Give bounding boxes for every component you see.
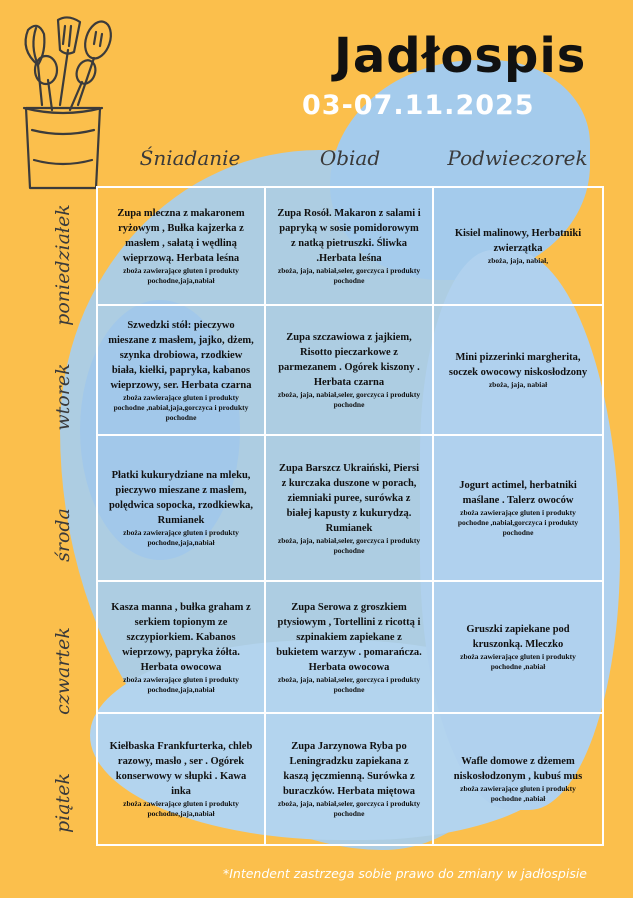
dish-text: Zupa Jarzynowa Ryba po Leningradzku zapiekana z kaszą jęczmienną. Surówka z buraczków. Herbata miętowa [282,741,416,797]
column-header-snack: Podwieczorek [447,146,588,170]
allergens-text: zboża, jaja, nabiał,seler, gorczyca i produkty pochodne [277,799,421,818]
dish-text: Kiełbaska Frankfurterka, chleb razowy, masło , ser . Ogórek konserwowy w słupki . Kawa inka [109,741,253,797]
allergens-text: zboża zawierające gluten i produkty pochodne,jaja,nabiał [123,799,239,818]
page-title: Jadłospis [334,28,587,84]
utensils-jar-icon [8,10,118,195]
date-range: 03-07.11.2025 [302,90,535,121]
day-label-wednesday: środa [52,508,74,562]
menu-cell [266,582,434,714]
menu-cell [266,714,434,846]
allergens-text: zboża, jaja, nabiał,seler, gorczyca i produkty pochodne [277,266,421,285]
menu-cell [98,306,266,436]
menu-cell [266,306,434,436]
dish-text: Mini pizzerinki margherita, soczek owocowy niskosłodzony [448,352,588,378]
menu-cell [98,188,266,306]
allergens-text: zboża, jaja, nabiał,seler, gorczyca i produkty pochodne [277,674,421,694]
menu-cell [434,582,604,714]
footer-note: *Intendent zastrzega sobie prawo do zmiany w jadłospisie [222,866,587,881]
menu-cell [98,714,266,846]
dish-text: Zupa Rosół. Makaron z salami i papryką w sosie pomidorowym z natką pietruszki. Śliwka .Herbata leśna [277,208,421,264]
menu-cell [434,436,604,582]
allergens-text: zboża zawierające gluten i produkty pochodne ,nabiał,jaja,gorczyca i produkty pochodne [113,392,249,422]
menu-cell [266,436,434,582]
menu-table [96,186,604,846]
menu-cell [98,436,266,582]
allergens-text: zboża zawierające gluten i produkty pochodne,jaja,nabiał [123,674,239,694]
dish-text: Zupa Barszcz Ukraiński, Piersi z kurczaka duszone w porach, ziemniaki puree, surówka z białej kapusty z kukurydzą. Rumianek [278,462,419,534]
dish-text: Kisiel malinowy, Herbatniki zwierzątka [454,228,582,254]
dish-text: Kasza manna , bułka graham z serkiem topionym ze szczypiorkiem. Kabanos wieprzowy, papryka żółta. Herbata owocowa [111,601,251,673]
dish-text: Gruszki zapiekane pod kruszonką. Mleczko [466,624,570,650]
allergens-text: zboża, jaja, nabiał [488,380,548,389]
dish-text: Szwedzki stół: pieczywo mieszane z masłem, jajko, dżem, szynka drobiowa, rzodkiew biała, kiełki, papryka, kabanos wieprzowy, ser. Herbata czarna [108,319,254,391]
dish-text: Zupa szczawiowa z jajkiem, Risotto pieczarkowe z parmezanem . Ogórek kiszony . Herbata czarna [278,332,420,388]
menu-cell [98,582,266,714]
menu-cell [266,188,434,306]
allergens-text: zboża zawierające gluten i produkty pochodne,jaja,nabiał [123,528,239,547]
allergens-text: zboża zawierające gluten i produkty pochodne ,nabiał [460,652,576,671]
day-label-tuesday: wtorek [52,363,74,431]
allergens-text: zboża, jaja, nabiał,seler, gorczyca i produkty pochodne [277,535,421,555]
day-label-thursday: czwartek [52,627,74,715]
column-header-lunch: Obiad [319,146,381,170]
dish-text: Płatki kukurydziane na mleku, pieczywo mieszane z masłem, polędwica sopocka, rzodkiewka, Rumianek [108,470,254,526]
allergens-text: zboża, jaja, nabiał,seler, gorczyca i produkty pochodne [277,390,421,409]
menu-cell [434,306,604,436]
dish-text: Wafle domowe z dżemem niskosłodzonym , kubuś mus [453,756,583,782]
dish-text: Zupa Serowa z groszkiem ptysiowym , Tortellini z ricottą i szpinakiem zapiekane z bukietem warzyw . pomarańcza. Herbata owocowa [276,601,422,673]
menu-cell [434,714,604,846]
allergens-text: zboża zawierające gluten i produkty pochodne ,nabiał,gorczyca i produkty pochodne [457,508,579,537]
allergens-text: zboża, jaja, nabiał, [487,256,549,265]
menu-cell [434,188,604,306]
dish-text: Jogurt actimel, herbatniki maślane . Talerz owoców [459,480,577,506]
day-label-monday: poniedziałek [52,204,74,326]
allergens-text: zboża zawierające gluten i produkty pochodne,jaja,nabiał [123,266,239,285]
day-label-friday: piątek [52,773,74,833]
dish-text: Zupa mleczna z makaronem ryżowym , Bułka kajzerka z masłem , sałatą i wędliną wieprzową. Herbata leśna [117,208,245,264]
column-header-breakfast: Śniadanie [139,146,241,170]
allergens-text: zboża zawierające gluten i produkty pochodne ,nabiał [460,784,576,803]
